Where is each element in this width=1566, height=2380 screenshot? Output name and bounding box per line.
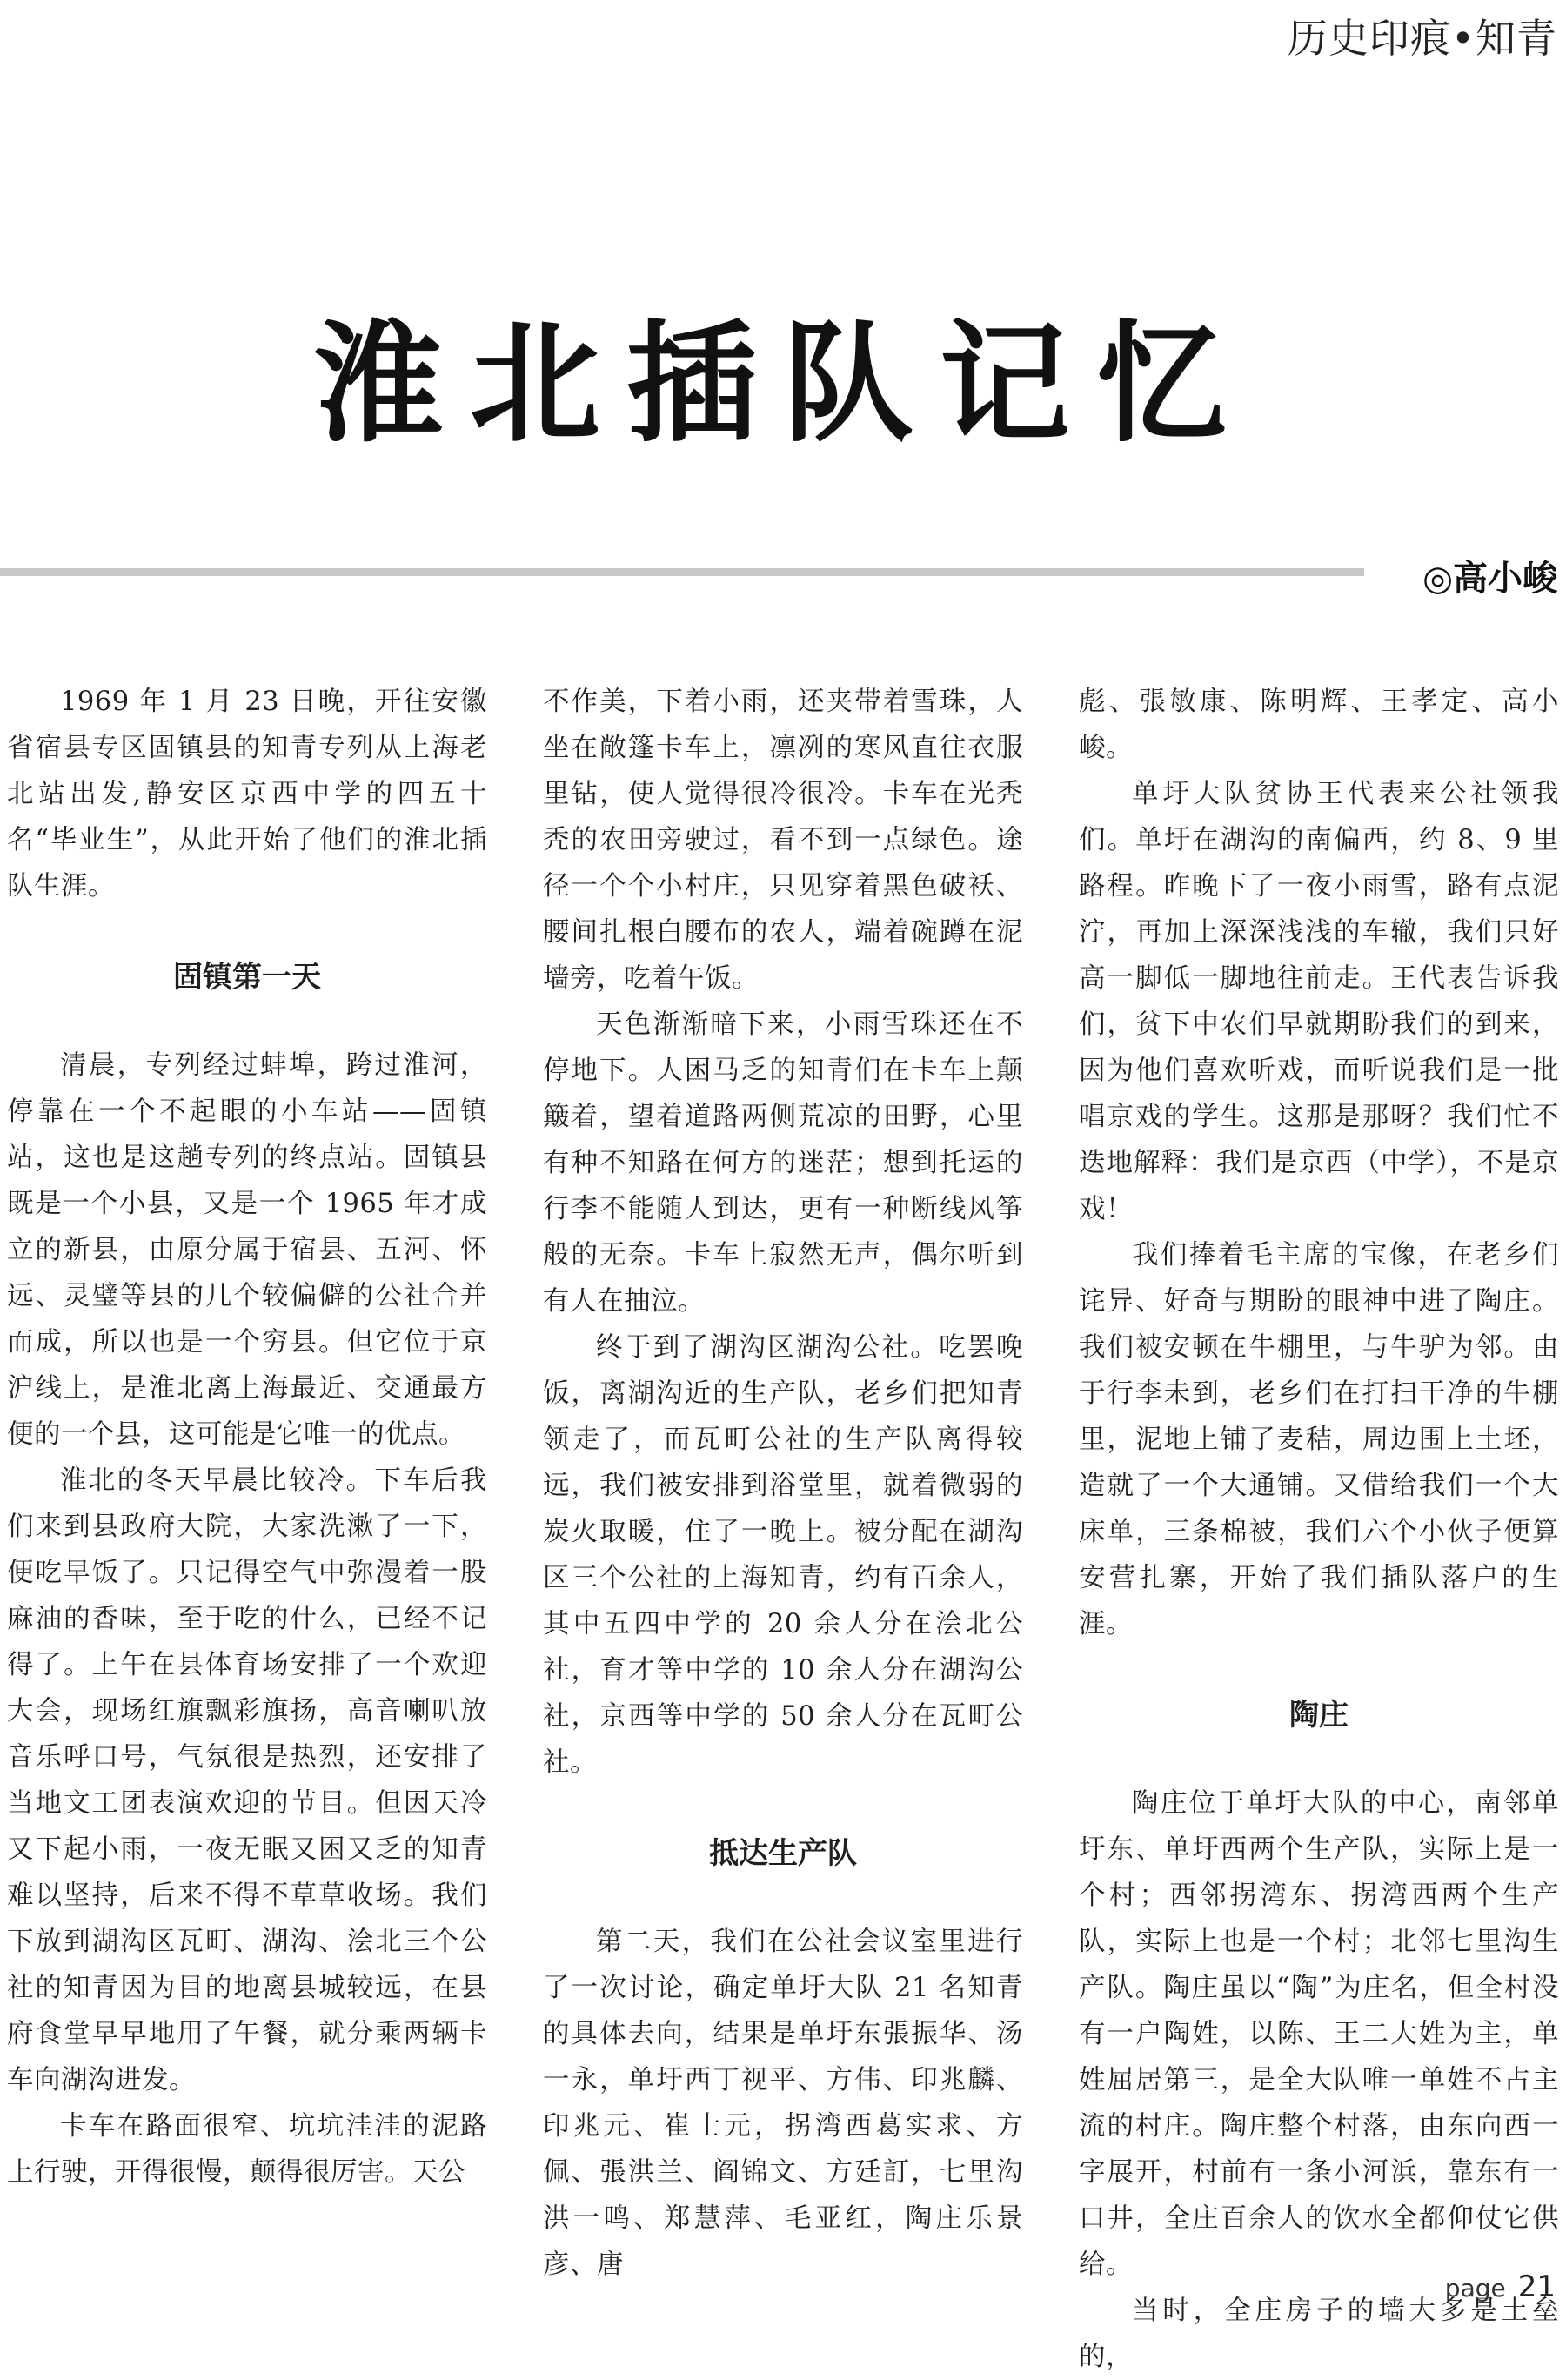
section-tag: 历史印痕•知青: [1287, 15, 1557, 62]
paragraph: 淮北的冬天早晨比较冷。下车后我们来到县政府大院，大家洗漱了一下，便吃早饭了。只记得空气中弥漫着一股麻油的香味，至于吃的什么，已经不记得了。上午在县体育场安排了一个欢迎大会，现场红旗飘彩旗扬，高音喇叭放音乐呼口号，气氛很是热烈，还安排了当地文工团表演欢迎的节目。但因天冷又下起小雨，一夜无眠又困又乏的知青难以坚持，后来不得不草草收场。我们下放到湖沟区瓦町、湖沟、浍北三个公社的知青因为目的地离县城较远，在县府食堂早早地用了午餐，就分乘两辆卡车向湖沟进发。: [7, 1465, 487, 2095]
paragraph: 单圩大队贫协王代表来公社领我们。单圩在湖沟的南偏西，约 8、9 里路程。昨晚下了一夜小雨雪，路有点泥泞，再加上深深浅浅的车辙，我们只好高一脚低一脚地往前走。王代表告诉我们，贫下中农们早就期盼我们的到来，因为他们喜欢听戏，而听说我们是一批唱京戏的学生。这那是那呀？我们忙不迭地解释：我们是京西（中学），不是京戏！: [1079, 779, 1559, 1224]
page-footer: [1445, 2269, 1556, 2304]
column-2: [543, 679, 1023, 2280]
article-title: 淮北插队记忆: [312, 307, 1253, 460]
paragraph: 陶庄位于单圩大队的中心，南邻单圩东、单圩西两个生产队，实际上是一个村；西邻拐湾东、拐湾西两个生产队，实际上也是一个村；北邻七里沟生产队。陶庄虽以“陶”为庄名，但全村没有一户陶姓，以陈、王二大姓为主，单姓屈居第三，是全大队唯一单姓不占主流的村庄。陶庄整个村落，由东向西一字展开，村前有一条小河浜，靠东有一口井，全庄百余人的饮水全都仰仗它供给。: [1079, 1788, 1559, 2280]
paragraph: 卡车在路面很窄、坑坑洼洼的泥路上行驶，开得很慢，颠得很厉害。天公: [7, 2111, 487, 2188]
page-number: 21: [1517, 2269, 1556, 2304]
page-label: page: [1444, 2274, 1506, 2303]
section-heading: 陶庄: [1289, 1698, 1348, 1733]
paragraph: 不作美，下着小雨，还夹带着雪珠，人坐在敞篷卡车上，凛冽的寒风直往衣服里钻，使人觉得很冷很冷。卡车在光秃秃的农田旁驶过，看不到一点绿色。途径一个个小村庄，只见穿着黑色破袄、腰间扎根白腰布的农人，端着碗蹲在泥墙旁，吃着午饭。: [543, 687, 1023, 994]
paragraph: 我们捧着毛主席的宝像，在老乡们诧异、好奇与期盼的眼神中进了陶庄。我们被安顿在牛棚里，与牛驴为邻。由于行李未到，老乡们在打扫干净的牛棚里，泥地上铺了麦秸，周边围上土坯，造就了一个大通铺。又借给我们一个大床单，三条棉被，我们六个小伙子便算安营扎寨，开始了我们插队落户的生涯。: [1079, 1240, 1559, 1639]
paragraph: 彪、張敏康、陈明辉、王孝定、高小峻。: [1079, 687, 1559, 763]
paragraph: 1969 年 1 月 23 日晚，开往安徽省宿县专区固镇县的知青专列从上海老北站出发,静安区京西中学的四五十名“毕业生”，从此开始了他们的淮北插队生涯。: [7, 687, 487, 902]
paragraph: 当时，全庄房子的墙大多是土垒的，: [1079, 2296, 1559, 2372]
paragraph: 第二天，我们在公社会议室里进行了一次讨论，确定单圩大队 21 名知青的具体去向，结果是单圩东張振华、汤一永，单圩西丁视平、方伟、印兆麟、印兆元、崔士元，拐湾西葛实求、方佩、張洪兰、阎锦文、方廷訂，七里沟洪一鸣、郑慧萍、毛亚红，陶庄乐景彦、唐: [543, 1927, 1023, 2280]
paragraph: 天色渐渐暗下来，小雨雪珠还在不停地下。人困马乏的知青们在卡车上颠簸着，望着道路两侧荒凉的田野，心里有种不知路在何方的迷茫；想到托运的行李不能随人到达，更有一种断线风筝般的无奈。卡车上寂然无声，偶尔听到有人在抽泣。: [543, 1009, 1023, 1317]
column-1: [7, 679, 487, 2193]
section-heading: 抵达生产队: [709, 1836, 857, 1871]
title-divider: [0, 568, 1364, 576]
paragraph: 终于到了湖沟区湖沟公社。吃罢晚饭，离湖沟近的生产队，老乡们把知青领走了，而瓦町公社的生产队离得较远，我们被安排到浴堂里，就着微弱的炭火取暖，住了一晚上。被分配在湖沟区三个公社的上海知青，约有百余人，其中五四中学的 20 余人分在浍北公社，育才等中学的 10 余人分在湖沟公社，京西等中学的 50 余人分在瓦町公社。: [543, 1332, 1023, 1778]
paragraph: 清晨，专列经过蚌埠，跨过淮河，停靠在一个不起眼的小车站——固镇站，这也是这趟专列的终点站。固镇县既是一个小县，又是一个 1965 年才成立的新县，由原分属于宿县、五河、怀远、灵璧等县的几个较偏僻的公社合并而成，所以也是一个穷县。但它位于京沪线上，是淮北离上海最近、交通最方便的一个县，这可能是它唯一的优点。: [7, 1050, 487, 1450]
author-byline: ◎高小峻: [1422, 559, 1557, 599]
section-heading: 固镇第一天: [173, 960, 321, 995]
